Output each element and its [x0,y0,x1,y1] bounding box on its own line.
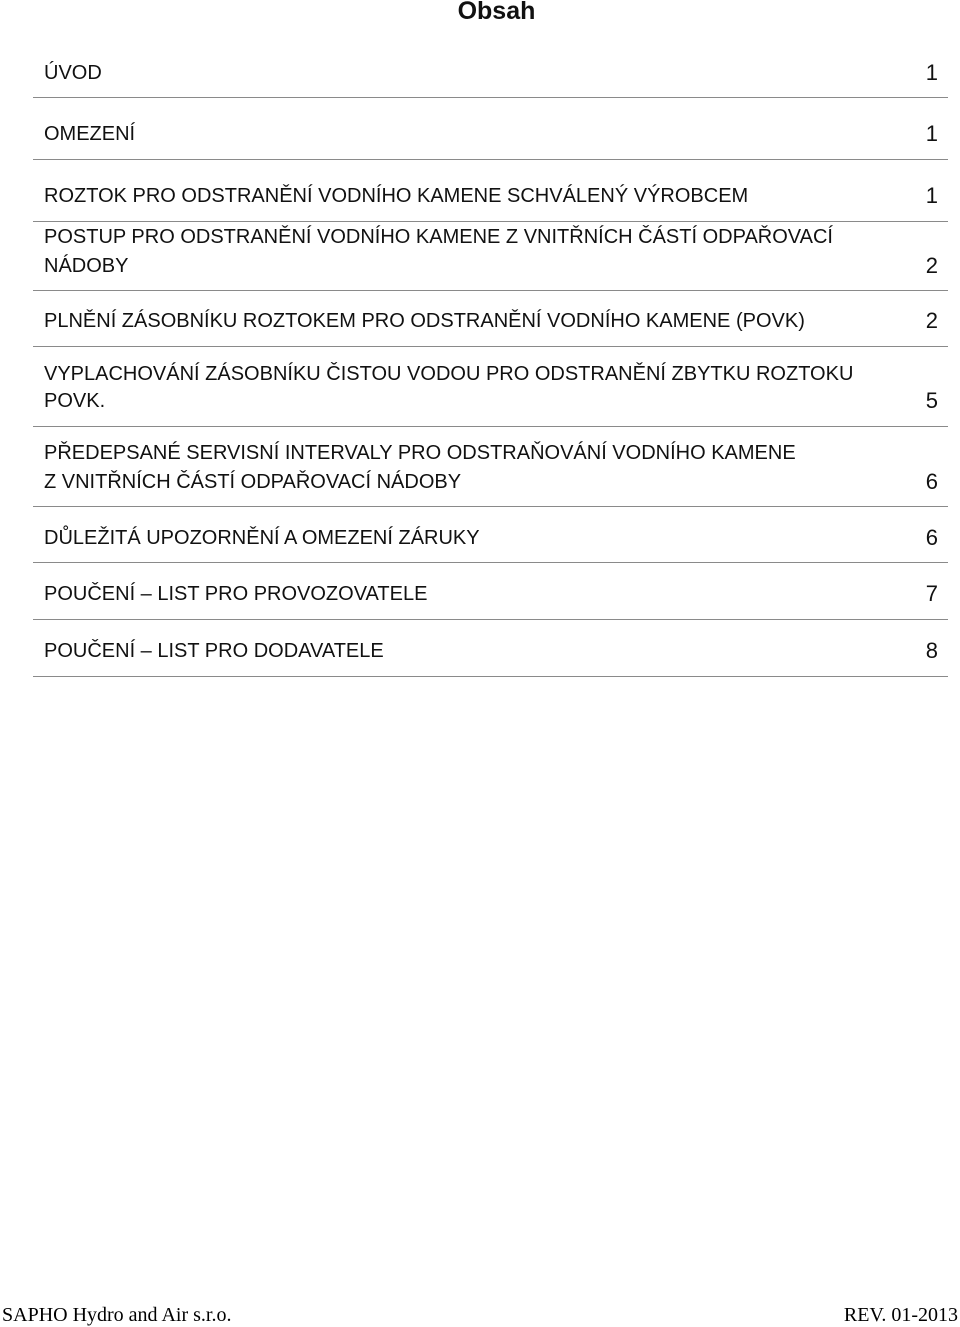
toc-entry-page: 1 [925,183,938,208]
footer-revision: REV. 01-2013 [843,1304,958,1326]
toc-entry-title: PŘEDEPSANÉ SERVISNÍ INTERVALY PRO ODSTRAŇOVÁNÍ VODNÍHO KAMENE [44,442,796,464]
toc-entry-servisni-intervaly[interactable] [33,426,948,507]
toc-entry-title: POUČENÍ – LIST PRO DODAVATELE [44,640,384,662]
toc-entry-page: 7 [925,581,938,606]
toc-entry-provozovatele[interactable] [33,562,948,620]
toc-entry-page: 2 [925,253,938,278]
toc-entry-title: PLNĚNÍ ZÁSOBNÍKU ROZTOKEM PRO ODSTRANĚNÍ VODNÍHO KAMENE (POVK) [44,310,805,332]
toc-entry-title: ROZTOK PRO ODSTRANĚNÍ VODNÍHO KAMENE SCHVÁLENÝ VÝROBCEM [44,185,749,207]
toc-entry-title: DŮLEŽITÁ UPOZORNĚNÍ A OMEZENÍ ZÁRUKY [44,527,480,549]
toc-entry-page: 1 [925,60,938,85]
page-title: Obsah [457,0,536,25]
toc-entry-title: POSTUP PRO ODSTRANĚNÍ VODNÍHO KAMENE Z VNITŘNÍCH ČÁSTÍ ODPAŘOVACÍ [44,226,833,248]
toc-entry-page: 6 [925,525,938,550]
toc-entry-title: OMEZENÍ [44,123,136,145]
toc-entry-title: POUČENÍ – LIST PRO PROVOZOVATELE [44,583,428,605]
toc-entry-title-continued: NÁDOBY [44,255,129,277]
toc-entry-plneni[interactable] [33,290,948,347]
toc-entry-page: 6 [925,469,938,494]
toc-entry-dodavatele[interactable] [33,619,948,677]
toc-entry-omezeni[interactable] [33,97,948,160]
toc-entry-upozorneni[interactable] [33,506,948,563]
toc-entry-postup[interactable] [33,221,948,291]
toc-entry-title: VYPLACHOVÁNÍ ZÁSOBNÍKU ČISTOU VODOU PRO ODSTRANĚNÍ ZBYTKU ROZTOKU [44,363,854,385]
toc-entry-page: 5 [925,388,938,413]
toc-entry-title-continued: Z VNITŘNÍCH ČÁSTÍ ODPAŘOVACÍ NÁDOBY [44,471,462,493]
toc-entry-roztok[interactable] [33,159,948,222]
toc-entry-page: 2 [925,308,938,333]
toc-entry-page: 8 [925,638,938,663]
toc-entry-title: ÚVOD [44,62,102,84]
toc-entry-title-continued: POVK. [44,390,106,412]
footer-company: SAPHO Hydro and Air s.r.o. [2,1304,232,1326]
toc-entry-uvod[interactable] [33,38,948,98]
toc-entry-page: 1 [925,121,938,146]
toc-entry-vyplachovani[interactable] [33,346,948,427]
